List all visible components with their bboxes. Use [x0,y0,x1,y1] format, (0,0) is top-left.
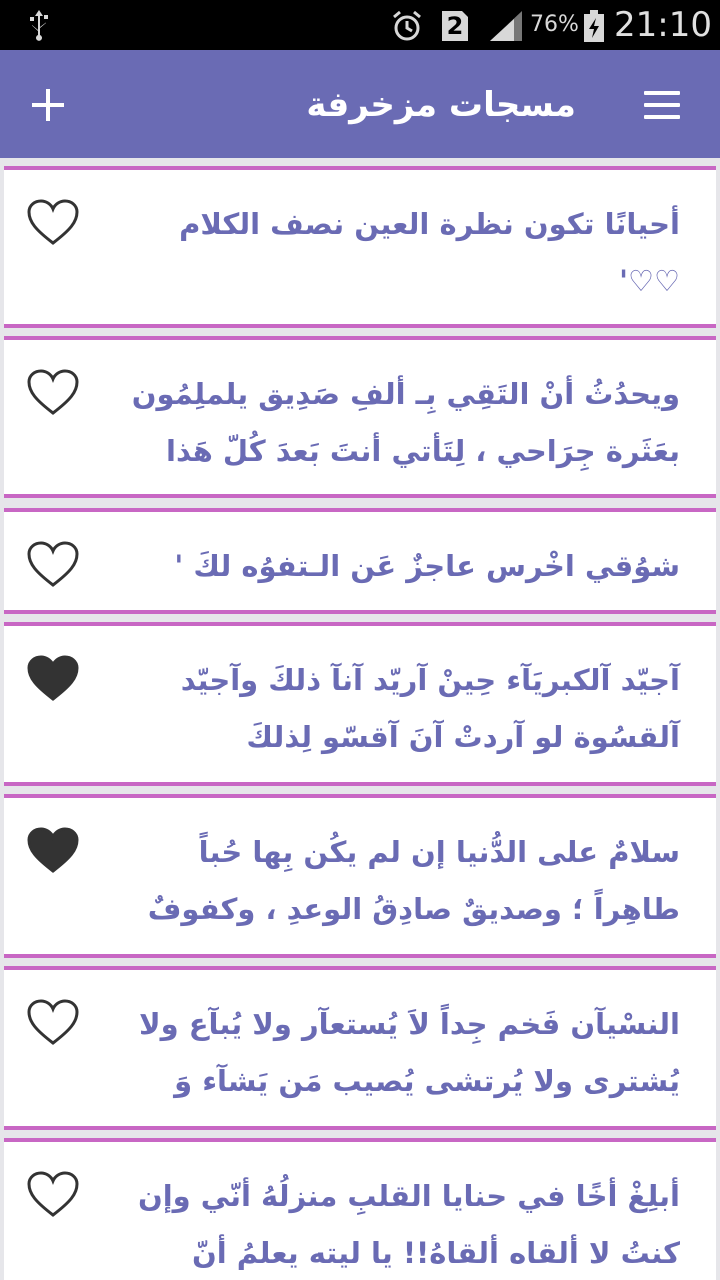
message-text: سلامٌ على الدُّنيا إن لم يكُن بِها حُباً طاهِراً ؛ وصديقٌ صادِقُ الوعدِ ، وكفوفٌ [147,835,680,926]
signal-icon [488,9,524,43]
sim-icon [440,9,470,43]
clock: 21:10 [614,5,712,45]
heart-outline-icon[interactable] [26,998,80,1048]
message-card[interactable] [4,966,716,1130]
message-text: أحيانًا تكون نظرة العين نصف الكلام ♡♡' [179,207,680,298]
battery-charging-icon [582,9,606,43]
card-body [4,512,716,610]
plus-icon [26,83,70,127]
add-button[interactable] [26,83,70,127]
card-body [4,1142,716,1280]
heart-filled-icon[interactable] [26,654,80,704]
message-card[interactable] [4,336,716,498]
message-card[interactable] [4,622,716,786]
battery-percent: 76% [530,12,579,37]
message-text: النسْيآن فَخم جِداً لاَ يُستعآر ولا يُبآع ولا يُشترى ولا يُرتشى يُصيب مَن يَشآء وَ [138,1007,680,1098]
message-card[interactable] [4,1138,716,1280]
heart-outline-icon[interactable] [26,368,80,418]
heart-outline-icon[interactable] [26,540,80,590]
message-card[interactable] [4,794,716,958]
menu-button[interactable] [640,87,686,123]
sim-slot-number: 2 [446,12,464,40]
message-text: آجيّد آلكبريَآء حِينْ آريّد آنآ ذلكَ وآجيّد آلقسُوة لو آردتْ آنَ آقسّو لِذلكَ [180,663,680,754]
card-body [4,626,716,782]
heart-filled-icon[interactable] [26,826,80,876]
hamburger-line [644,103,680,107]
heart-outline-icon[interactable] [26,1170,80,1220]
card-body [4,798,716,954]
message-text: شوُقي اخْرس عاجزٌ عَن الـتفوُه لكَ ' [174,549,680,583]
message-text: ويحدُثُ أنْ التَقِي بِـ ألفِ صَدِيق يلملِمُون بعَثَرة جِرَاحي ، لِتَأتي أنتَ بَعدَ كُلّ هَذا [131,377,680,468]
message-list[interactable] [0,158,720,1280]
app-bar [0,50,720,158]
usb-icon [22,8,56,42]
message-card[interactable] [4,166,716,328]
hamburger-menu-icon [644,91,680,95]
status-bar [0,0,720,50]
heart-outline-icon[interactable] [26,198,80,248]
card-body [4,340,716,494]
message-card[interactable] [4,508,716,614]
page-title: مسجات مزخرفة [306,85,576,125]
message-text: أبلِغْ أخًا في حنايا القلبِ منزلُهُ أنّي وإن كنتُ لا ألقاه ألقاهُ!! يا ليته يعلمُ أنّ [137,1179,680,1270]
card-body [4,170,716,324]
card-body [4,970,716,1126]
hamburger-line [644,115,680,119]
alarm-icon [390,9,424,43]
